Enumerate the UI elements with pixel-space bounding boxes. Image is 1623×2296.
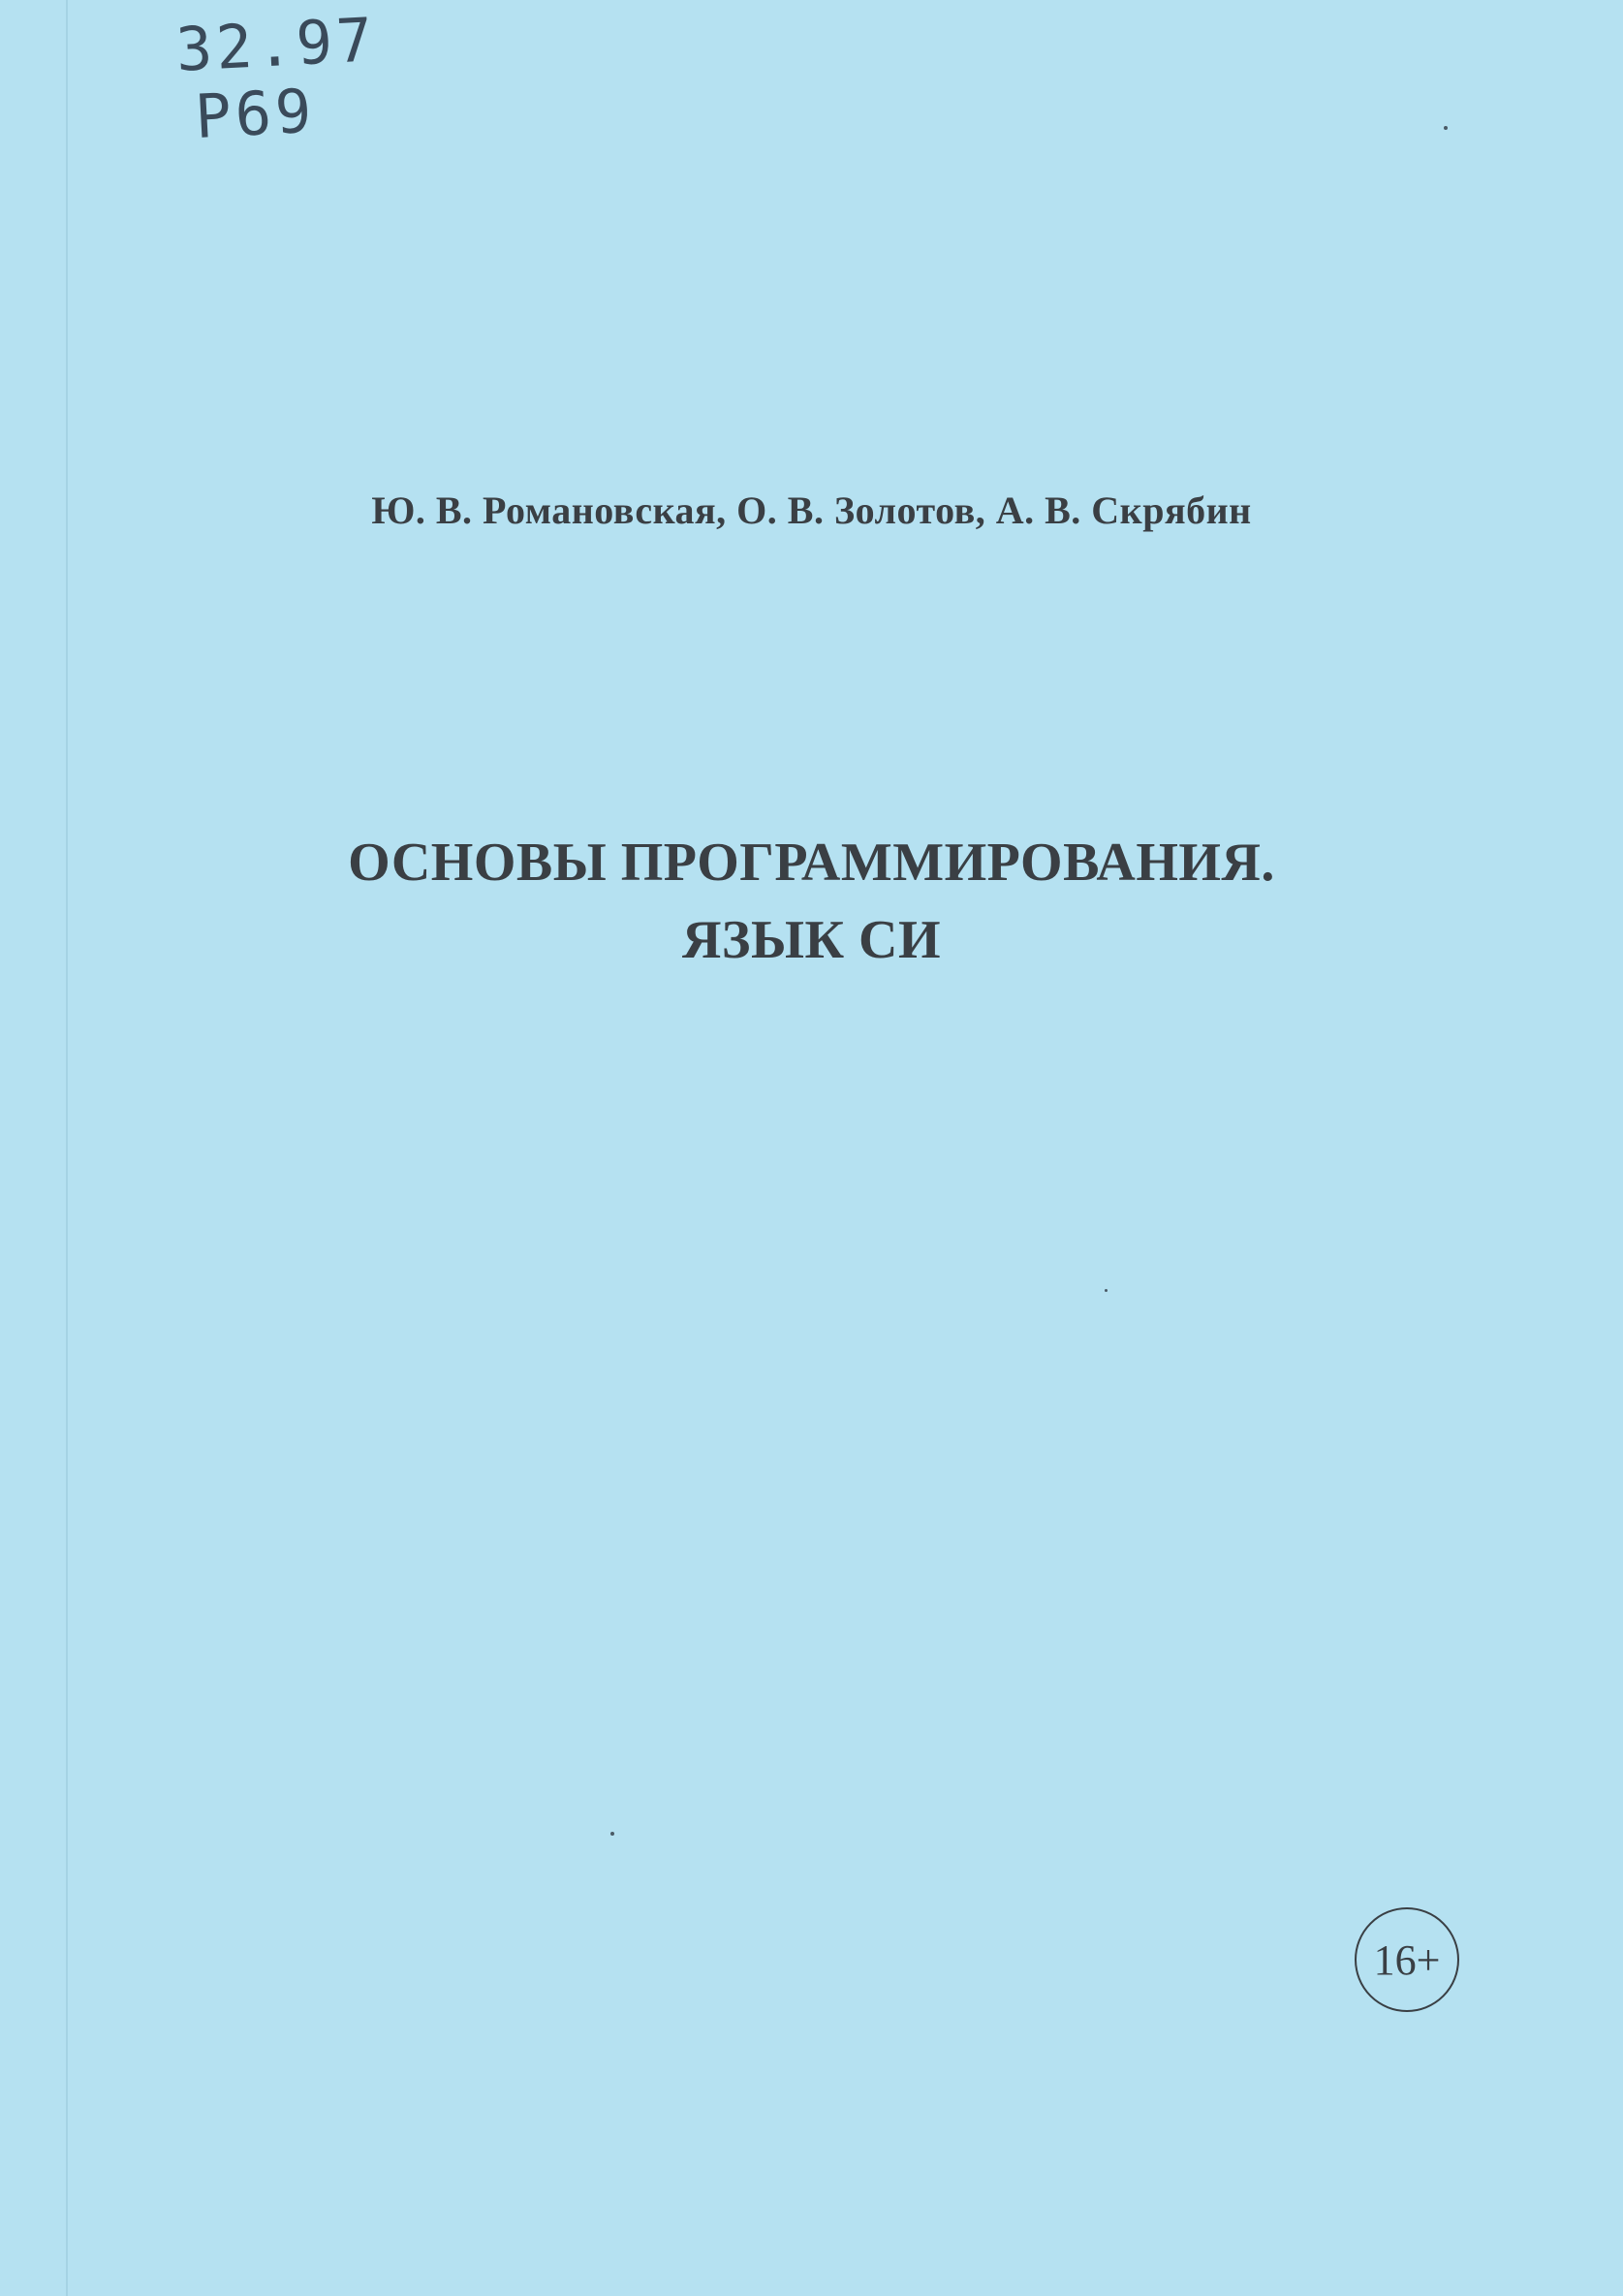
book-title — [0, 824, 1623, 979]
scan-speck — [610, 1832, 614, 1836]
shelfmark-author-code: P69 — [193, 75, 318, 152]
scan-speck — [1105, 1289, 1108, 1292]
book-authors: Ю. В. Романовская, О. В. Золотов, А. В. Скрябин — [371, 488, 1252, 532]
library-shelfmark — [173, 4, 382, 152]
scan-speck — [1444, 126, 1448, 130]
book-title-line-1: ОСНОВЫ ПРОГРАММИРОВАНИЯ. — [348, 833, 1275, 893]
cover-edge — [66, 0, 68, 2296]
book-title-line-2: ЯЗЫК СИ — [681, 910, 942, 970]
age-rating-badge: 16+ — [1355, 1907, 1459, 2012]
shelfmark-classification: 32.97 — [173, 4, 379, 85]
